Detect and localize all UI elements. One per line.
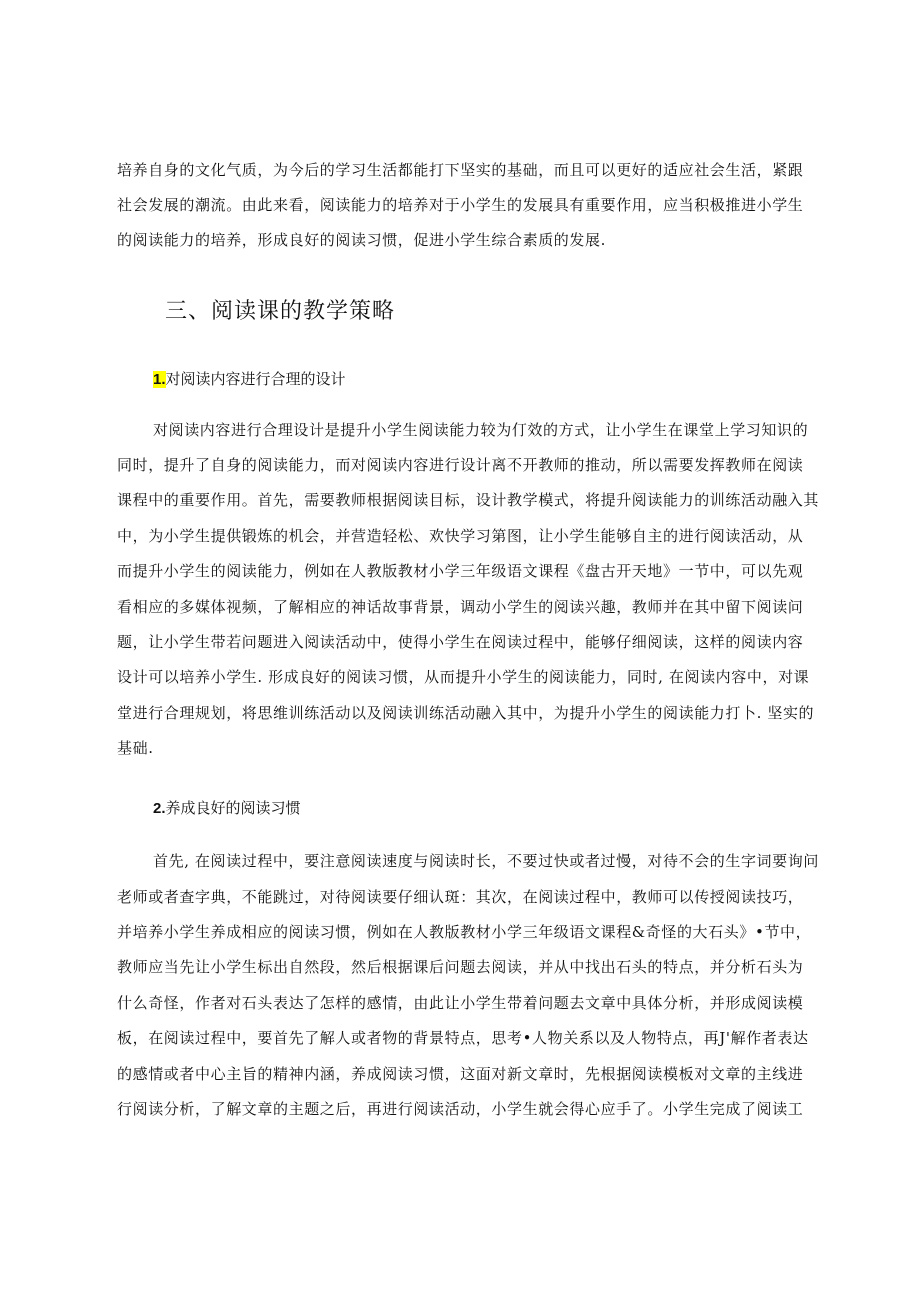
para1-line-5: 而提升小学生的阅读能力，例如在人教版教材小学三年级语文课程《盘古开天地》一节中，可以先观 bbox=[117, 562, 804, 580]
para2-line-4: 教师应当先让小学生标出自然段，然后根据课后问题去阅读，并从中找出石头的特点，并分析石头为 bbox=[117, 958, 804, 976]
subheading-2-title: 养成良好的阅读习惯 bbox=[165, 799, 301, 817]
para1-line-2: 同时，提升了自身的阅读能力，而对阅读内容进行设计离不开教师的推动，所以需要发挥教师在阅读 bbox=[117, 456, 804, 474]
para2-line-5: 什么奇怪，作者对石头表达了怎样的感情，由此让小学生带着问题去文章中具体分析，并形成阅读模 bbox=[117, 994, 804, 1012]
para1-line-10: 基础. bbox=[117, 739, 154, 757]
para2-line-6: 板，在阅读过程中，要首先了解人或者物的背景特点，思考•人物关系以及人物特点，再J'解作者表达 bbox=[117, 1029, 809, 1047]
para2-line-8: 行阅读分析，了解文章的主题之后，再进行阅读活动，小学生就会得心应手了。小学生完成了阅读工 bbox=[117, 1100, 804, 1118]
para1-line-3: 课程中的重要作用。首先，需要教师根据阅读目标，设计教学模式，将提升阅读能力的训练活动融入其 bbox=[117, 491, 820, 509]
intro-line-1: 培养自身的文化气质，为今后的学习生活都能打下坚实的基础，而且可以更好的适应社会生活，紧跟 bbox=[117, 161, 804, 179]
intro-line-3: 的阅读能力的培养，形成良好的阅读习惯，促进小学生综合素质的发展. bbox=[117, 231, 606, 249]
subheading-1-title: 对阅读内容进行合理的设计 bbox=[165, 370, 346, 388]
para2-line-1: 首先, 在阅读过程中，要注意阅读速度与阅读时长，不要过快或者过慢，对待不会的生字词要询问 bbox=[153, 852, 819, 870]
section-heading: 三、阅读课的教学策略 bbox=[165, 299, 396, 324]
para2-line-2: 老师或者查字典，不能跳过，对待阅读要仔细认斑：其次，在阅读过程中，教师可以传授阅读技巧， bbox=[117, 888, 804, 906]
para1-line-8: 设计可以培养小学生. 形成良好的阅读习惯，从而提升小学生的阅读能力，同时, 在阅读内容中，对课 bbox=[117, 668, 810, 686]
subheading-2-number: 2. bbox=[153, 800, 166, 817]
intro-line-2: 社会发展的潮流。由此来看，阅读能力的培养对于小学生的发展具有重要作用，应当积极推进小学生 bbox=[117, 196, 804, 214]
para1-line-7: 题，让小学生带若问题进入阅读活动中，使得小学生在阅读过程中，能够仔细阅读，这样的阅读内容 bbox=[117, 633, 804, 651]
para2-line-3: 并培养小学生养成相应的阅读习惯，例如在人教版教材小学三年级语文课程&奇怪的大石头》•节中， bbox=[117, 923, 812, 941]
para2-line-7: 的感情或者中心主旨的精神内涵，养成阅读习惯，这面对新文章时，先根据阅读模板对文章的主线进 bbox=[117, 1065, 804, 1083]
para1-line-6: 看相应的多媒体视频，了解相应的神话故事背景，调动小学生的阅读兴趣，教师并在其中留下阅读问 bbox=[117, 598, 804, 616]
subheading-1 bbox=[153, 369, 346, 390]
para1-line-4: 中，为小学生提供锻炼的机会，并营造轻松、欢快学习第图，让小学生能够自主的进行阅读活动，从 bbox=[117, 527, 804, 545]
subheading-1-number: 1. bbox=[153, 371, 166, 388]
subheading-2 bbox=[153, 798, 301, 819]
para1-line-9: 堂进行合理规划，将思维训练活动以及阅读训练活动融入其中，为提升小学生的阅读能力打卜. 坚实的 bbox=[117, 704, 815, 722]
para1-line-1: 对阅读内容进行合理设计是提升小学生阅读能力较为仃效的方式，让小学生在课堂上学习知识的 bbox=[153, 421, 809, 439]
